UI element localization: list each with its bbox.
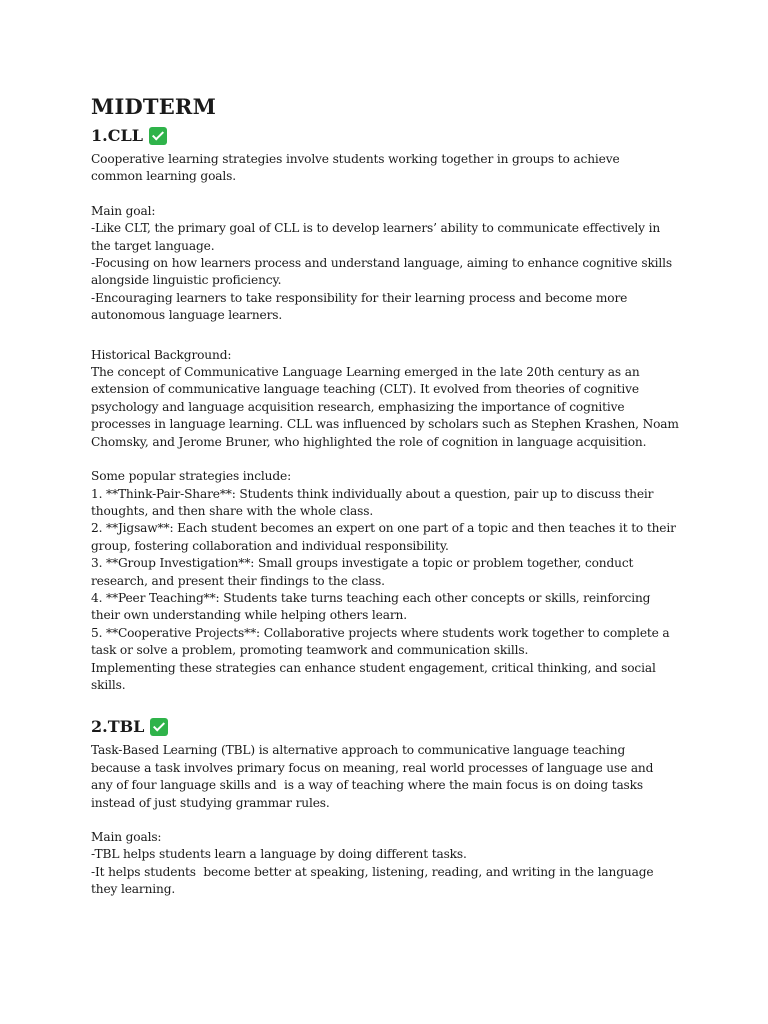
cll-intro-paragraph: Cooperative learning strategies involve students working together in groups to achieve common learning goals. bbox=[91, 152, 620, 184]
check-mark-icon bbox=[150, 718, 168, 736]
section-heading-tbl bbox=[91, 716, 691, 738]
section-heading-label: 2.TBL bbox=[91, 717, 145, 737]
spacer bbox=[91, 186, 691, 203]
cll-main-goal-paragraph: Main goal: -Like CLT, the primary goal of CLL is to develop learners’ ability to communicate effectively in the target language. -Focusing on how learners process and understand language, aiming to enhance cognitive skills alongside linguistic proficiency. -Encouraging learners to take responsibility for their learning process and become more autonomous language learners. bbox=[91, 203, 673, 323]
cll-strategies-paragraph: Some popular strategies include: 1. **Think-Pair-Share**: Students think individually about a question, pair up to discuss their thoughts, and then share with the whole class. 2. **Jigsaw**: Each student becomes an expert on one part of a topic and then teaches it to their group, fostering collaboration and individual responsibility. 3. **Group Investigation**: Small groups investigate a topic or problem together, conduct research, and present their findings to the class. 4. **Peer Teaching**: Students take turns teaching each other concepts or skills, reinforcing their own understanding while helping others learn. 5. **Cooperative Projects**: Collaborative projects where students work together to complete a task or solve a problem, promoting teamwork and communication skills. Implementing these strategies can enhance student engagement, critical thinking, and social skills. bbox=[91, 469, 676, 692]
section-heading-label: 1.CLL bbox=[91, 126, 143, 145]
check-mark-icon bbox=[149, 127, 167, 145]
section-heading-cll bbox=[91, 125, 691, 147]
page-title: MIDTERM bbox=[91, 94, 217, 119]
cll-history-paragraph: Historical Background: The concept of Communicative Language Learning emerged in the late 20th century as an extension of communicative language teaching (CLT). It evolved from theories of cognitive psychology and language acquisition research, emphasizing the importance of cognitive processes in language learning. CLL was influenced by scholars such as Stephen Krashen, Noam Chomsky, and Jerome Bruner, who highlighted the role of cognition in language acquisition. bbox=[91, 347, 679, 449]
tbl-main-goals-paragraph: Main goals: -TBL helps students learn a language by doing different tasks. -It helps students become better at speaking, listening, reading, and writing in the language they learning. bbox=[91, 830, 654, 897]
spacer bbox=[91, 451, 691, 468]
spacer bbox=[91, 694, 691, 712]
spacer bbox=[91, 325, 691, 347]
tbl-intro-paragraph: Task-Based Learning (TBL) is alternative approach to communicative language teaching because a task involves primary focus on meaning, real world processes of language use and any of four language skills and is a way of teaching where the main focus is on doing tasks instead of just studying grammar rules. bbox=[91, 743, 654, 810]
document-page bbox=[91, 93, 691, 899]
spacer bbox=[91, 812, 691, 829]
